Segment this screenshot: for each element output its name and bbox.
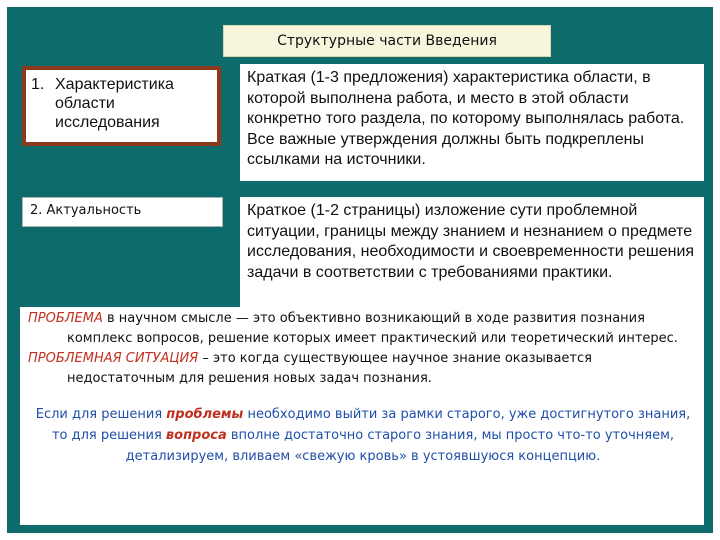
label-line-2: области: [55, 95, 115, 112]
note-term-problem: проблемы: [166, 407, 244, 422]
situation-definition: ПРОБЛЕМНАЯ СИТУАЦИЯ – это когда существующее научное знание оказывается недостаточным для решения новых задач познания.: [28, 351, 592, 386]
definitions-box: [20, 307, 704, 525]
note-term-question: вопроса: [165, 428, 227, 443]
problem-term: ПРОБЛЕМА: [28, 311, 103, 326]
label-line-1: 1. Характеристика: [31, 76, 174, 93]
section-label-characteristic: [22, 66, 221, 146]
section-description-characteristic: Краткая (1-3 предложения) характеристика области, в которой выполнена работа, и место в этой области конкретно того раздела, по которому выполнялась работа. Все важные утверждения должны быть подкреплены ссылками на источники.: [240, 64, 704, 181]
situation-term: ПРОБЛЕМНАЯ СИТУАЦИЯ: [28, 351, 199, 366]
label-number: 1.: [31, 76, 45, 93]
slide: [7, 7, 713, 533]
problem-definition: ПРОБЛЕМА в научном смысле — это объективно возникающий в ходе развития познания комплекс вопросов, решение которых имеет практический или теоретический интерес.: [28, 311, 678, 346]
note-paragraph: Если для решения проблемы необходимо выйти за рамки старого, уже достигнутого знания, то для решения вопроса вполне достаточно старого знания, мы просто что-то уточняем, детализируем, вливаем «свежую кровь» в устоявшуюся концепцию.: [35, 407, 691, 464]
slide-title-text: Структурные части Введения: [277, 33, 497, 49]
label-line-3: исследования: [55, 114, 160, 131]
section-description-relevance: Краткое (1-2 страницы) изложение сути проблемной ситуации, границы между знанием и незнанием о предмете исследования, необходимости и своевременности решения задачи в соответствии с требованиями практики.: [240, 197, 704, 307]
section-label-relevance: 2. Актуальность: [22, 197, 223, 227]
slide-title: [223, 25, 551, 57]
